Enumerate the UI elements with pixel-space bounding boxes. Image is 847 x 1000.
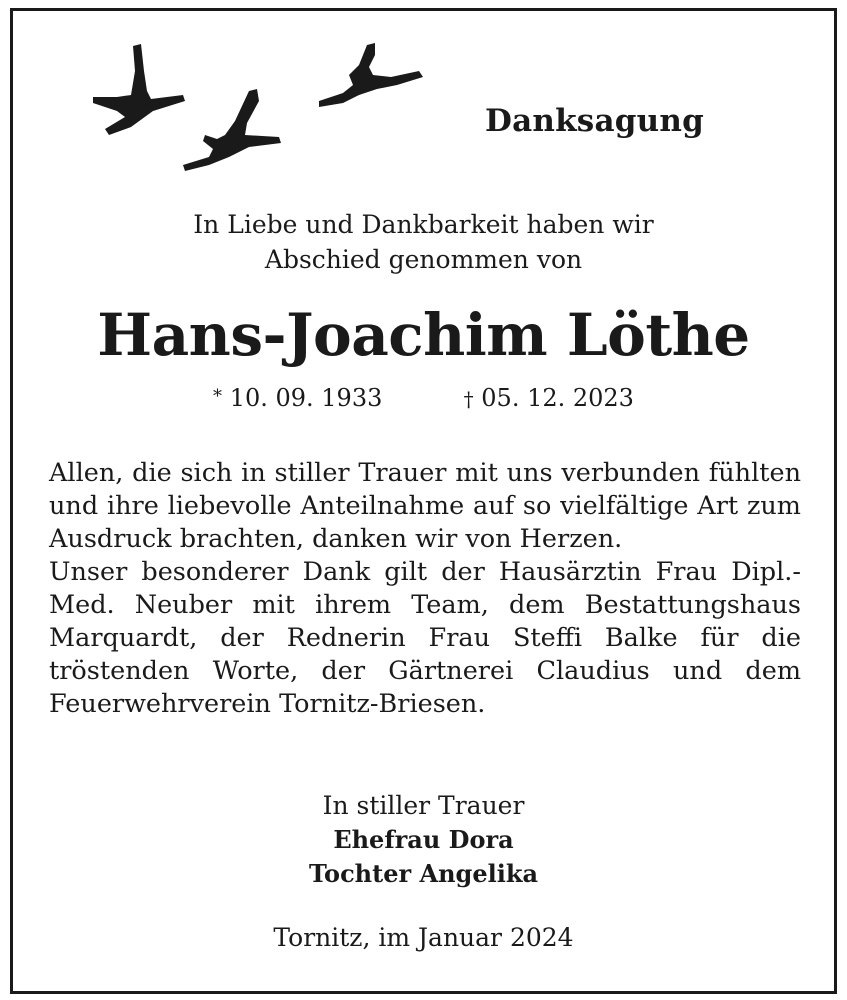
birth-date: 10. 09. 1933 — [229, 384, 383, 412]
deceased-name: Hans-Joachim Löthe — [97, 301, 750, 369]
death-date: 05. 12. 2023 — [481, 384, 634, 412]
thanks-paragraph-2: Unser besonderer Dank gilt der Hausärztin Frau Dipl.-Med. Neuber mit ihrem Team, dem Bestattungshaus Marquardt, der Rednerin Frau Steffi Balke für die tröstenden Worte, der Gärtnerei Claudius und dem Feuerwehrverein Tornitz-Briesen. — [49, 557, 801, 719]
thanks-text — [49, 457, 801, 721]
obituary-notice — [10, 8, 837, 994]
birth-symbol: * — [213, 386, 223, 407]
flying-birds-illustration — [13, 11, 834, 191]
heading-danksagung: Danksagung — [485, 103, 704, 139]
flying-bird-icon — [319, 43, 423, 107]
mourner-wife: Ehefrau Dora — [333, 825, 514, 854]
place-and-date: Tornitz, im Januar 2024 — [273, 923, 574, 952]
flying-bird-icon — [183, 89, 281, 171]
death-symbol: † — [463, 387, 474, 411]
mourning-label: In stiller Trauer — [322, 791, 525, 820]
mourner-daughter: Tochter Angelika — [308, 859, 539, 888]
life-dates — [13, 384, 834, 412]
thanks-paragraph-1: Allen, die sich in stiller Trauer mit uns verbunden fühlten und ihre liebevolle Anteilnahme auf so vielfältige Art zum Ausdruck brachten, danken wir von Herzen. — [49, 458, 801, 554]
intro-text — [13, 207, 834, 277]
flying-bird-icon — [93, 44, 185, 135]
intro-line-2: Abschied genommen von — [264, 245, 583, 274]
intro-line-1: In Liebe und Dankbarkeit haben wir — [193, 210, 654, 239]
mourners-block — [13, 789, 834, 891]
